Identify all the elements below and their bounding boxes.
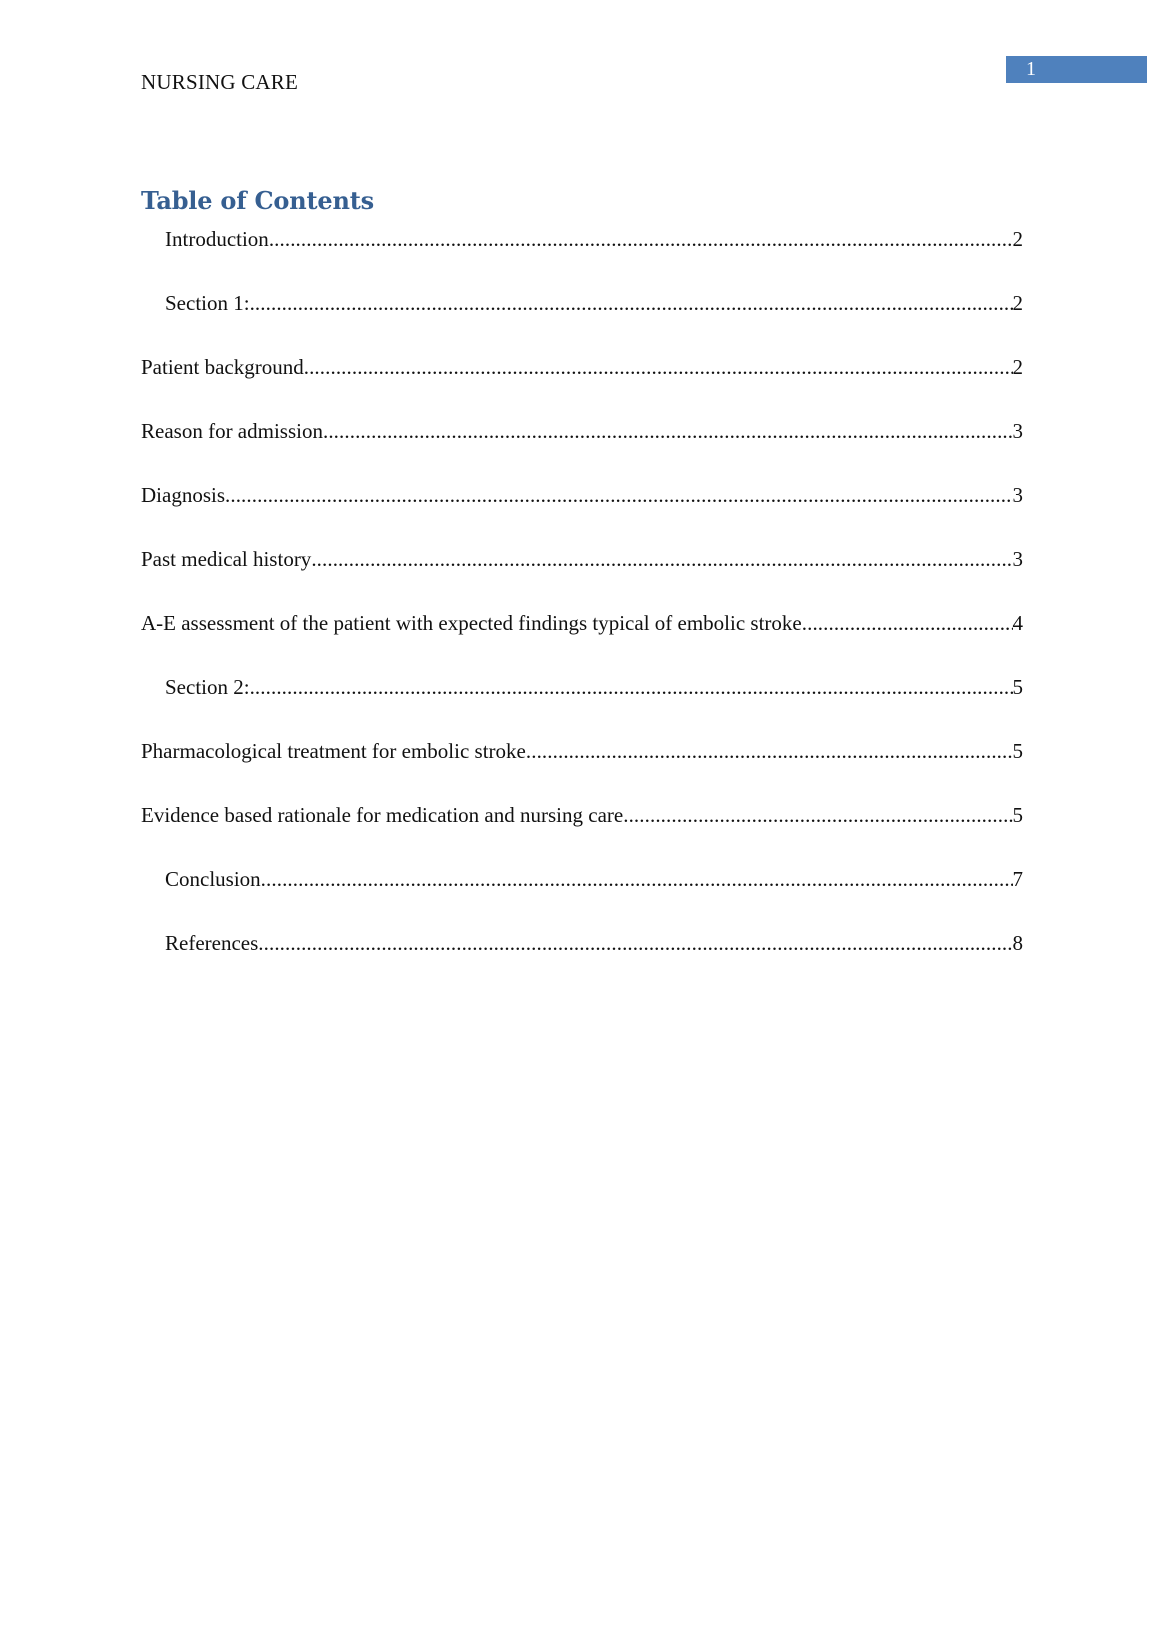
toc-entry-page: 2 bbox=[1012, 355, 1023, 379]
toc-entry-label: Reason for admission bbox=[141, 419, 323, 443]
toc-entry-pharmacological-treatment[interactable] bbox=[141, 734, 1023, 798]
toc-dot-leader bbox=[269, 222, 1013, 256]
toc-dot-leader bbox=[225, 478, 1013, 512]
toc-entry-label: Patient background bbox=[141, 355, 304, 379]
page-number-badge bbox=[1006, 56, 1147, 83]
toc-entry-section-2[interactable] bbox=[141, 670, 1023, 734]
toc-entry-page: 3 bbox=[1012, 547, 1023, 571]
toc-entry-page: 3 bbox=[1012, 483, 1023, 507]
toc-entry-page: 5 bbox=[1012, 675, 1023, 699]
toc-entry-label: A-E assessment of the patient with expected findings typical of embolic stroke bbox=[141, 611, 802, 635]
toc-dot-leader bbox=[261, 862, 1013, 896]
toc-entry-label: Introduction bbox=[165, 227, 269, 251]
toc-dot-leader bbox=[258, 926, 1012, 960]
table-of-contents bbox=[141, 222, 1023, 990]
toc-entry-label: Conclusion bbox=[165, 867, 261, 891]
toc-entry-reason-for-admission[interactable] bbox=[141, 414, 1023, 478]
toc-entry-page: 7 bbox=[1012, 867, 1023, 891]
toc-entry-page: 2 bbox=[1012, 227, 1023, 251]
toc-entry-page: 8 bbox=[1012, 931, 1023, 955]
toc-entry-label: Diagnosis bbox=[141, 483, 225, 507]
toc-entry-evidence-based-rationale[interactable] bbox=[141, 798, 1023, 862]
toc-entry-label: Evidence based rationale for medication and nursing care bbox=[141, 803, 624, 827]
toc-dot-leader bbox=[323, 414, 1013, 448]
toc-entry-ae-assessment[interactable] bbox=[141, 606, 1023, 670]
toc-entry-diagnosis[interactable] bbox=[141, 478, 1023, 542]
toc-entry-conclusion[interactable] bbox=[141, 862, 1023, 926]
toc-entry-references[interactable] bbox=[141, 926, 1023, 990]
toc-heading: Table of Contents bbox=[141, 186, 374, 215]
toc-dot-leader bbox=[311, 542, 1012, 576]
toc-entry-page: 2 bbox=[1012, 291, 1023, 315]
toc-entry-label: Section 2: bbox=[165, 675, 250, 699]
toc-entry-label: Pharmacological treatment for embolic stroke bbox=[141, 739, 526, 763]
toc-dot-leader bbox=[802, 606, 1013, 640]
toc-entry-introduction[interactable] bbox=[141, 222, 1023, 286]
toc-dot-leader bbox=[304, 350, 1013, 384]
toc-entry-page: 5 bbox=[1012, 803, 1023, 827]
toc-entry-label: Past medical history bbox=[141, 547, 312, 571]
toc-dot-leader bbox=[526, 734, 1013, 768]
toc-entry-patient-background[interactable] bbox=[141, 350, 1023, 414]
toc-entry-page: 5 bbox=[1012, 739, 1023, 763]
toc-dot-leader bbox=[623, 798, 1012, 832]
toc-entry-past-medical-history[interactable] bbox=[141, 542, 1023, 606]
toc-entry-section-1[interactable] bbox=[141, 286, 1023, 350]
running-header: NURSING CARE bbox=[141, 70, 298, 94]
toc-dot-leader bbox=[250, 286, 1013, 320]
toc-dot-leader bbox=[250, 670, 1013, 704]
toc-entry-page: 4 bbox=[1012, 611, 1023, 635]
toc-entry-label: References bbox=[165, 931, 259, 955]
page-number: 1 bbox=[1026, 58, 1036, 80]
toc-entry-page: 3 bbox=[1012, 419, 1023, 443]
toc-entry-label: Section 1: bbox=[165, 291, 250, 315]
